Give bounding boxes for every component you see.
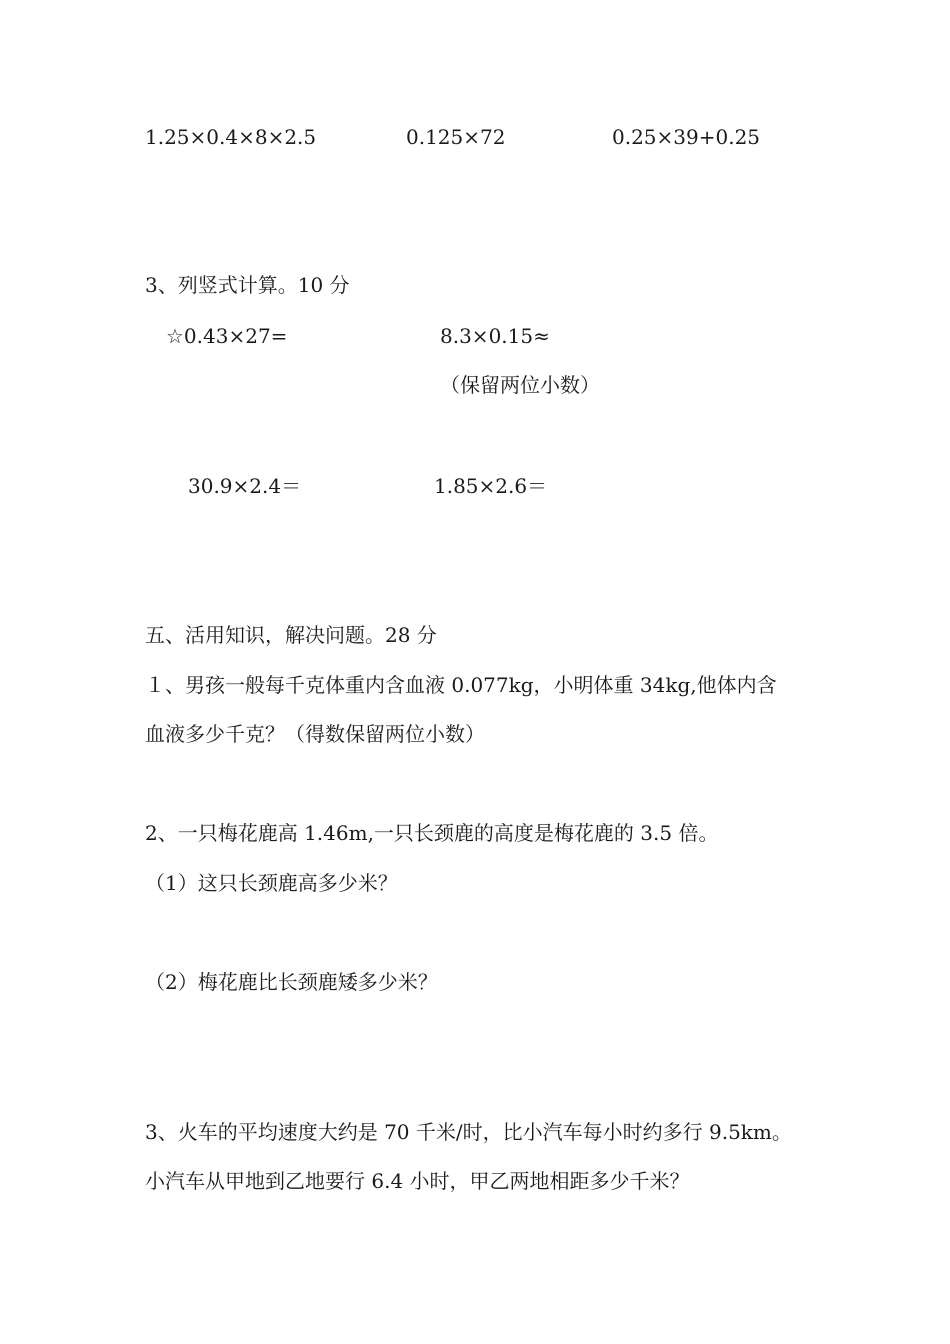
section-heading-word-problems: 五、活用知识，解决问题。28 分: [145, 623, 437, 647]
calc-problem-1: ☆0.43×27=: [166, 324, 288, 348]
calc-problem-4: 1.85×2.6＝: [434, 474, 548, 498]
expression-1: 1.25×0.4×8×2.5: [145, 125, 317, 149]
question-1-line-1: １、男孩一般每千克体重内含血液 0.077kg，小明体重 34kg,他体内含: [145, 673, 777, 697]
question-2-sub-2: （2）梅花鹿比长颈鹿矮多少米？: [145, 970, 438, 994]
question-3-line-2: 小汽车从甲地到乙地要行 6.4 小时，甲乙两地相距多少千米？: [145, 1169, 690, 1193]
calc-problem-2-note: （保留两位小数）: [440, 373, 600, 397]
question-2-line-1: 2、一只梅花鹿高 1.46m,一只长颈鹿的高度是梅花鹿的 3.5 倍。: [145, 821, 719, 845]
expression-3: 0.25×39+0.25: [612, 125, 761, 149]
question-3-line-1: 3、火车的平均速度大约是 70 千米/时，比小汽车每小时约多行 9.5km。: [145, 1120, 792, 1144]
question-1-line-2: 血液多少千克？（得数保留两位小数）: [145, 722, 485, 746]
calc-problem-3: 30.9×2.4＝: [188, 474, 302, 498]
section-heading-vertical-calc: 3、列竖式计算。10 分: [145, 273, 350, 297]
calc-problem-2: 8.3×0.15≈: [440, 324, 550, 348]
expression-2: 0.125×72: [406, 125, 506, 149]
question-2-sub-1: （1）这只长颈鹿高多少米？: [145, 871, 398, 895]
